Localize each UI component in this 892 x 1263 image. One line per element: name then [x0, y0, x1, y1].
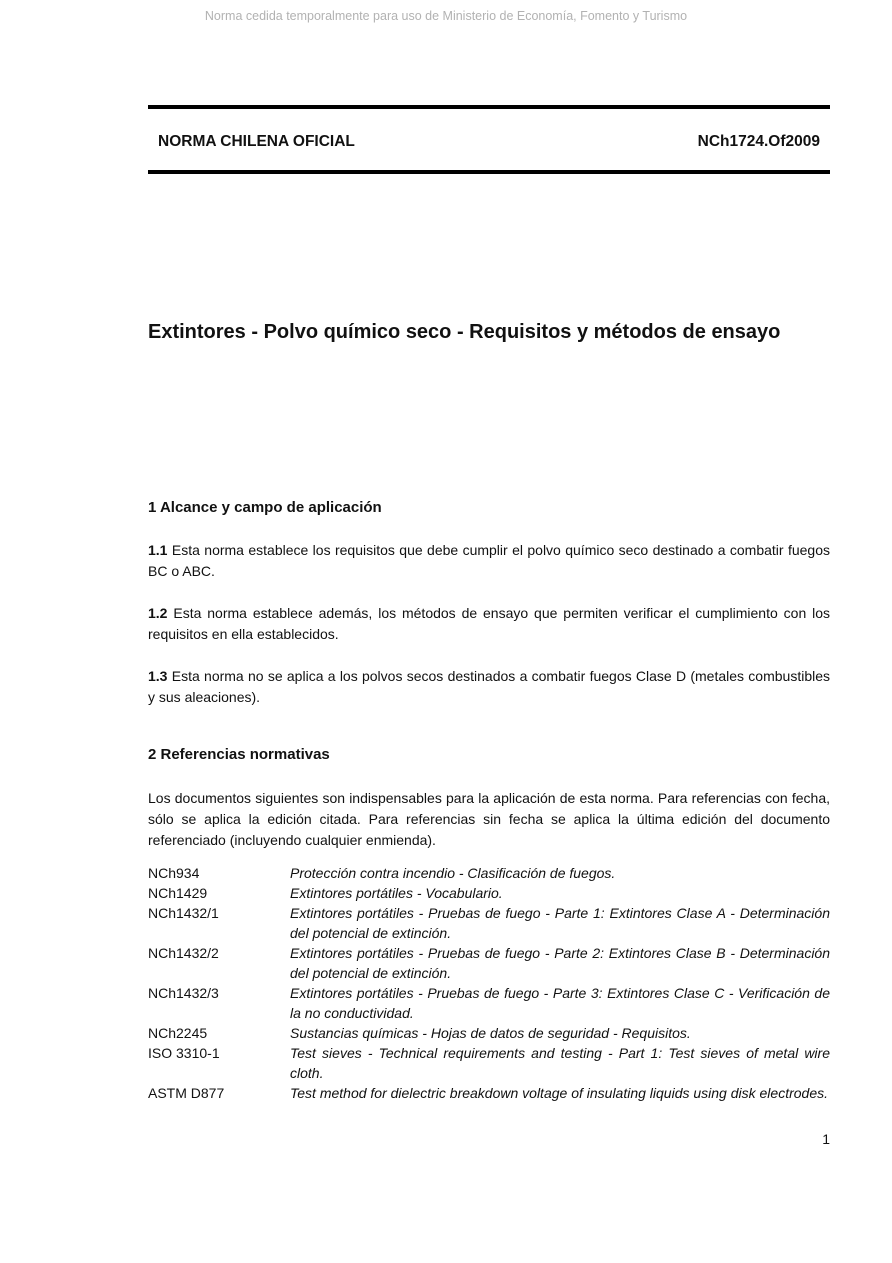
paragraph-1-2 [148, 603, 830, 645]
paragraph-text: Esta norma establece los requisitos que debe cumplir el polvo químico seco destinado a combatir fuegos BC o ABC. [148, 542, 831, 579]
reference-code: ISO 3310-1 [148, 1045, 220, 1061]
standard-name: NORMA CHILENA OFICIAL [158, 133, 355, 150]
document-title: Extintores - Polvo químico seco - Requisitos y métodos de ensayo [148, 321, 781, 343]
reference-code: NCh1432/3 [148, 985, 219, 1001]
reference-code: NCh934 [148, 865, 200, 881]
document-header [148, 133, 830, 151]
section-1-heading: 1 Alcance y campo de aplicación [148, 499, 382, 516]
reference-title: Sustancias químicas - Hojas de datos de seguridad - Requisitos. [290, 1025, 691, 1041]
paragraph-1-1 [148, 540, 830, 582]
reference-row [148, 883, 830, 903]
reference-code: NCh1432/2 [148, 945, 219, 961]
reference-code: NCh1429 [148, 885, 208, 901]
section-2-heading: 2 Referencias normativas [148, 746, 330, 763]
section-2-intro: Los documentos siguientes son indispensables para la aplicación de esta norma. Para referencias con fecha, sólo se aplica la edición citada. Para referencias sin fecha se aplica la última edición del documento referenciado (incluyendo cualquier enmienda). [148, 790, 830, 848]
reference-title: Extintores portátiles - Pruebas de fuego - Parte 1: Extintores Clase A - Determinación del potencial de extinción. [290, 905, 830, 941]
reference-row [148, 1043, 830, 1083]
paragraph-number: 1.3 [148, 668, 168, 684]
paragraph-text: Esta norma no se aplica a los polvos secos destinados a combatir fuegos Clase D (metales combustibles y sus aleaciones). [148, 668, 830, 705]
reference-row [148, 863, 830, 883]
paragraph-text: Esta norma establece además, los métodos de ensayo que permiten verificar el cumplimiento con los requisitos en ella establecidos. [148, 605, 831, 642]
reference-title: Extintores portátiles - Pruebas de fuego - Parte 3: Extintores Clase C - Verificación de la no conductividad. [290, 985, 830, 1021]
header-rule-top [148, 105, 830, 109]
reference-title: Test sieves - Technical requirements and testing - Part 1: Test sieves of metal wire cloth. [290, 1045, 830, 1081]
standard-code: NCh1724.Of2009 [697, 133, 820, 150]
reference-row [148, 943, 830, 983]
reference-code: NCh2245 [148, 1025, 208, 1041]
reference-title: Extintores portátiles - Pruebas de fuego - Parte 2: Extintores Clase B - Determinación del potencial de extinción. [290, 945, 830, 981]
normative-references-list [148, 863, 830, 1103]
paragraph-1-3 [148, 666, 830, 708]
reference-code: ASTM D877 [148, 1085, 225, 1101]
reference-row [148, 983, 830, 1023]
reference-title: Protección contra incendio - Clasificación de fuegos. [290, 865, 616, 881]
reference-row [148, 903, 830, 943]
header-rule-bottom [148, 170, 830, 174]
reference-row [148, 1023, 830, 1043]
reference-title: Extintores portátiles - Vocabulario. [290, 885, 503, 901]
reference-row [148, 1083, 830, 1103]
reference-code: NCh1432/1 [148, 905, 219, 921]
page-number: 1 [822, 1131, 830, 1147]
watermark-text: Norma cedida temporalmente para uso de Ministerio de Economía, Fomento y Turismo [204, 9, 688, 23]
paragraph-number: 1.2 [148, 605, 168, 621]
reference-title: Test method for dielectric breakdown voltage of insulating liquids using disk electrodes. [290, 1085, 829, 1101]
paragraph-number: 1.1 [148, 542, 168, 558]
